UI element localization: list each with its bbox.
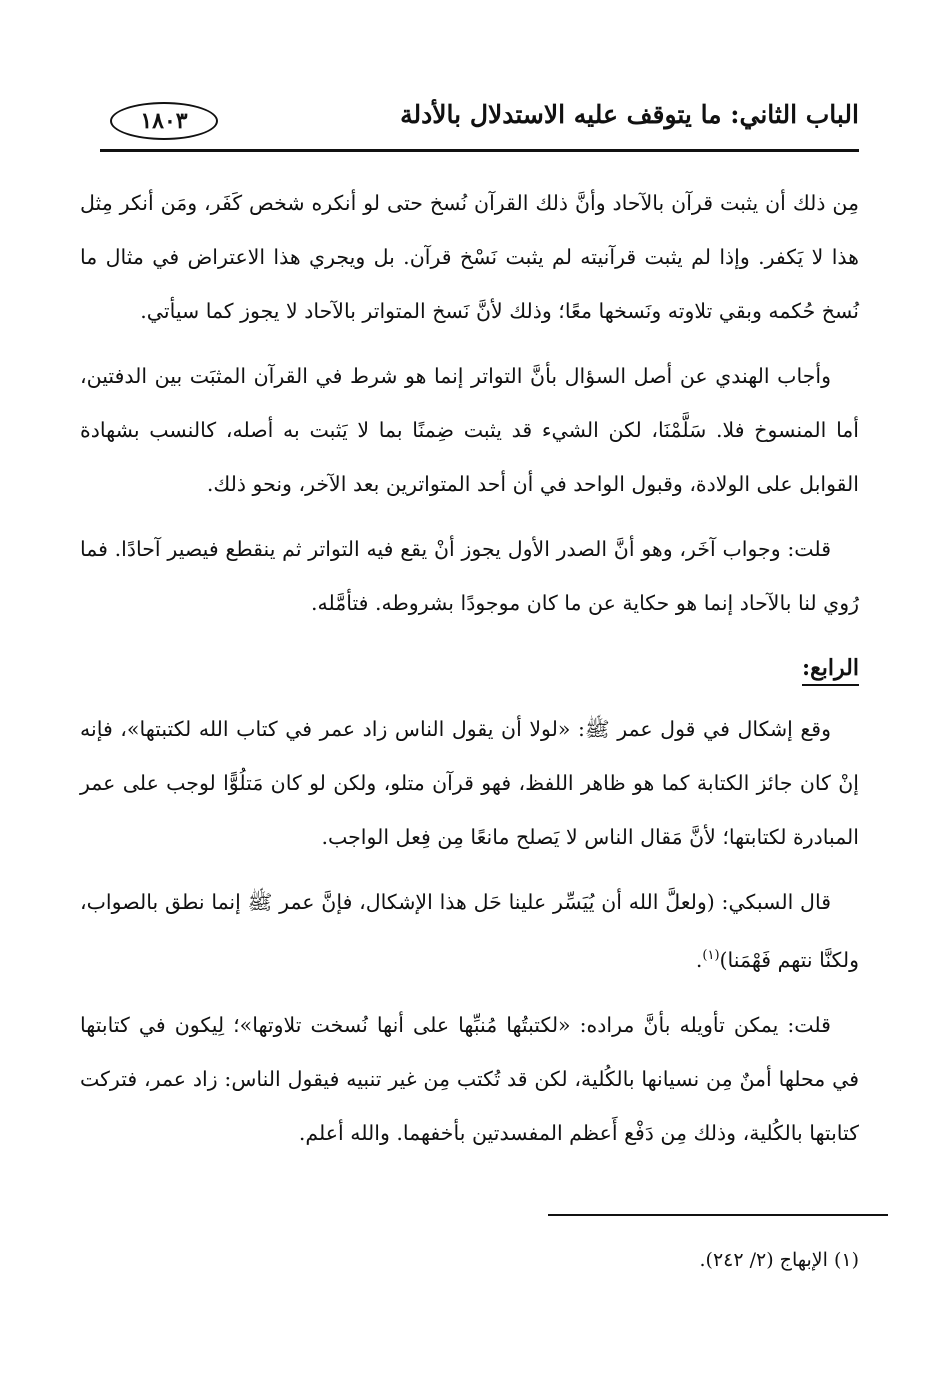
paragraph-3: قلت: وجواب آخَر، وهو أنَّ الصدر الأول يجوز أنْ يقع فيه التواتر ثم ينقطع فيصير آحادًا. فما رُوي لنا بالآحاد إنما هو حكاية عن ما كان موجودًا بشروطه. فتأمَّله. (80, 537, 859, 615)
paragraph-5-end: . (695, 947, 703, 972)
paragraph-5-text: قال السبكي: (ولعلَّ الله أن يُيَسِّر علينا حَل هذا الإشكال، فإنَّ عمر ﷺ إنما نطق بالصواب، ولكنَّا نتهم فَهْمَنا) (80, 890, 859, 972)
page-number-badge: ١٨٠٣ (110, 102, 218, 140)
main-text (80, 176, 859, 1171)
header-rule (100, 149, 859, 152)
paragraph-5 (80, 875, 859, 987)
section-heading (80, 648, 859, 688)
running-header (100, 100, 859, 152)
paragraph-2: وأجاب الهندي عن أصل السؤال بأنَّ التواتر إنما هو شرط في القرآن المثبَت بين الدفتين، أما المنسوخ فلا. سَلَّمْنَا، لكن الشيء قد يثبت ضِمنًا بما لا يَثبت به أصله، كالنسب بشهادة القوابل على الولادة، وقبول الواحد في أن أحد المتواترين بعد الآخر، ونحو ذلك. (80, 364, 859, 496)
footnote-reference: (١) (702, 948, 720, 963)
section-heading-label: الرابع: (802, 655, 859, 686)
paragraph-4: وقع إشكال في قول عمر ﷺ: «لولا أن يقول الناس زاد عمر في كتاب الله لكتبتها»، فإنه إنْ كان جائز الكتابة كما هو ظاهر اللفظ، فهو قرآن متلو، ولكن لو كان مَتلُوًّا لوجب على عمر المبادرة لكتابتها؛ لأنَّ مَقال الناس لا يَصلح مانعًا مِن فِعل الواجب. (80, 717, 859, 849)
footnote: (١) الإبهاج (٢/ ٢٤٢). (699, 1249, 859, 1271)
chapter-title: الباب الثاني: ما يتوقف عليه الاستدلال بالأدلة (400, 100, 859, 129)
footnote-separator (548, 1214, 888, 1216)
paragraph-1: مِن ذلك أن يثبت قرآن بالآحاد وأنَّ ذلك القرآن نُسخ حتى لو أنكره شخص كَفَر، ومَن أنكر مِثل هذا لا يَكفر. وإذا لم يثبت قرآنيته لم يثبت نَسْخ قرآن. بل ويجري هذا الاعتراض في مثال ما نُسخ حُكمه وبقي تلاوته ونَسخها معًا؛ وذلك لأنَّ نَسخ المتواتر بالآحاد لا يجوز كما سيأتي. (80, 191, 859, 323)
paragraph-6: قلت: يمكن تأويله بأنَّ مراده: «لكتبتُها مُنبِّها على أنها نُسخت تلاوتها»؛ لِيكون في كتابتها في محلها أمنٌ مِن نسيانها بالكُلية، لكن قد تُكتب مِن غير تنبيه فيقول الناس: زاد عمر، فتركت كتابتها بالكُلية، وذلك مِن دَفْع أَعظم المفسدتين بأخفهما. والله أعلم. (80, 1012, 859, 1145)
